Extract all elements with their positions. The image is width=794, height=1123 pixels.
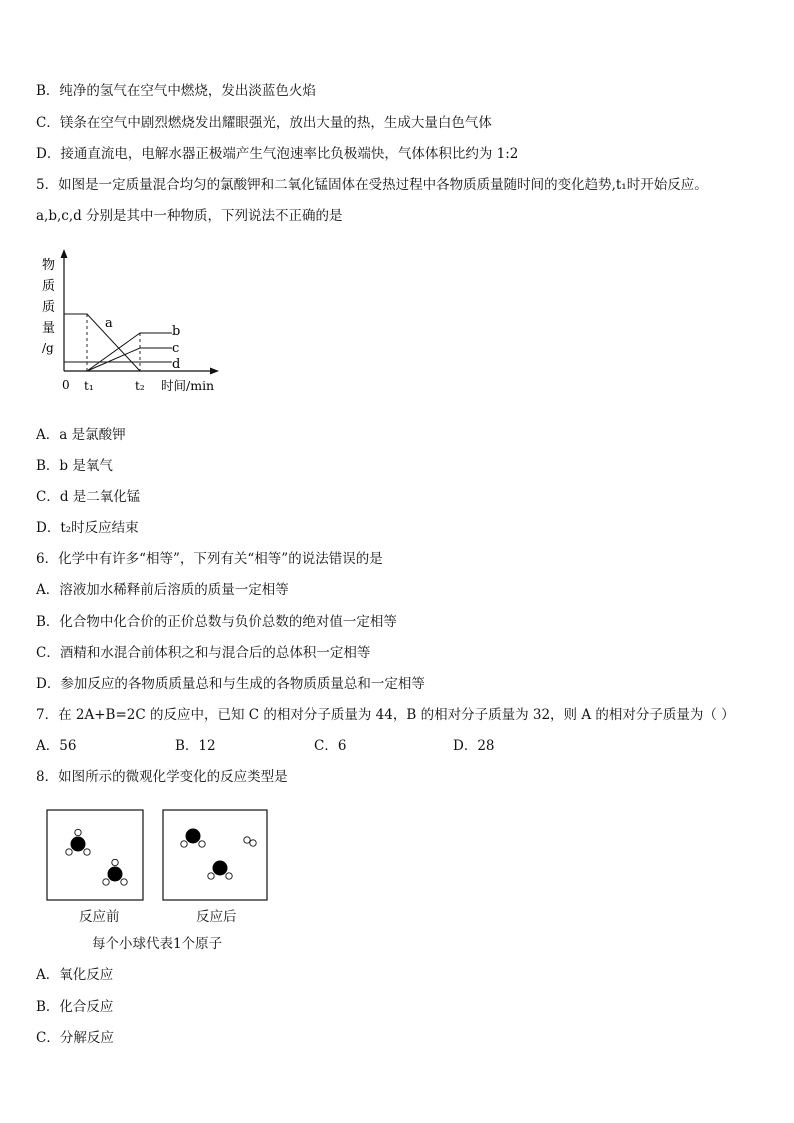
y-label-char-3: 质 [42, 300, 56, 315]
q7-option-c: C．6 [314, 738, 347, 754]
x-axis-label: 时间/min [161, 378, 215, 393]
q5-option-a: A．a 是氯酸钾 [36, 427, 126, 443]
molecule-before-1 [66, 829, 90, 855]
y-label-char-4: 量 [42, 321, 56, 336]
q5-option-b: B．b 是氧气 [36, 458, 113, 474]
y-label-unit: /g [42, 341, 54, 355]
y-label-char-2: 质 [42, 279, 56, 294]
curve-b-label: b [172, 324, 181, 339]
q5-option-d: D．t₂时反应结束 [36, 520, 139, 536]
after-reaction-label: 反应后 [196, 909, 237, 925]
x-axis-arrow [210, 368, 219, 375]
q5-stem-line1: 5．如图是一定质量混合均匀的氯酸钾和二氧化锰固体在受热过程中各物质质量随时间的变化趋势,t₁时开始反应。 [36, 177, 708, 193]
q4-option-c: C．镁条在空气中剧烈燃烧发出耀眼强光，放出大量的热，生成大量白色气体 [36, 115, 492, 131]
y-label-char-1: 物 [42, 258, 56, 273]
t2-label: t₂ [135, 379, 145, 393]
q7-stem: 7．在 2A+B=2C 的反应中，已知 C 的相对分子质量为 44，B 的相对分子质量为 32，则 A 的相对分子质量为（ ） [36, 707, 735, 723]
q8-option-c: C．分解反应 [36, 1030, 114, 1046]
curve-d-label: d [172, 357, 181, 372]
molecule-after-2 [208, 861, 232, 880]
y-axis-arrow [61, 249, 68, 258]
molecule-after-1 [181, 829, 205, 848]
t1-label: t₁ [84, 379, 94, 393]
q7-option-b: B．12 [175, 738, 216, 754]
q6-stem: 6．化学中有许多“相等”，下列有关“相等”的说法错误的是 [36, 551, 383, 567]
before-reaction-label: 反应前 [79, 909, 120, 925]
q8-option-b: B．化合反应 [36, 999, 114, 1015]
q7-option-d: D．28 [453, 738, 495, 754]
curve-a-label: a [105, 316, 113, 331]
after-reaction-box [163, 810, 267, 900]
before-reaction-box [47, 810, 143, 900]
molecule-before-2 [103, 859, 127, 885]
curve-c-label: c [172, 341, 180, 356]
q8-option-a: A．氧化反应 [36, 967, 114, 983]
q4-option-b: B．纯净的氢气在空气中燃烧，发出淡蓝色火焰 [36, 83, 316, 99]
q7-option-a: A．56 [36, 738, 77, 754]
origin-label: 0 [62, 378, 70, 392]
q8-stem: 8．如图所示的微观化学变化的反应类型是 [36, 769, 288, 785]
q8-molecule-figure [45, 808, 275, 904]
figure-caption: 每个小球代表1个原子 [92, 936, 223, 952]
q6-option-b: B．化合物中化合价的正价总数与负价总数的绝对值一定相等 [36, 614, 397, 630]
q5-stem-line2: a,b,c,d 分别是其中一种物质，下列说法不正确的是 [36, 208, 343, 224]
q6-option-a: A．溶液加水稀释前后溶质的质量一定相等 [36, 582, 289, 598]
q5-mass-time-graph [30, 245, 230, 395]
q5-option-c: C．d 是二氧化锰 [36, 489, 141, 505]
q6-option-d: D．参加反应的各物质质量总和与生成的各物质质量总和一定相等 [36, 676, 425, 692]
q6-option-c: C．酒精和水混合前体积之和与混合后的总体积一定相等 [36, 645, 371, 661]
q4-option-d: D．接通直流电，电解水器正极端产生气泡速率比负极端快，气体体积比约为 1:2 [36, 146, 519, 162]
molecule-after-3 [244, 837, 256, 846]
